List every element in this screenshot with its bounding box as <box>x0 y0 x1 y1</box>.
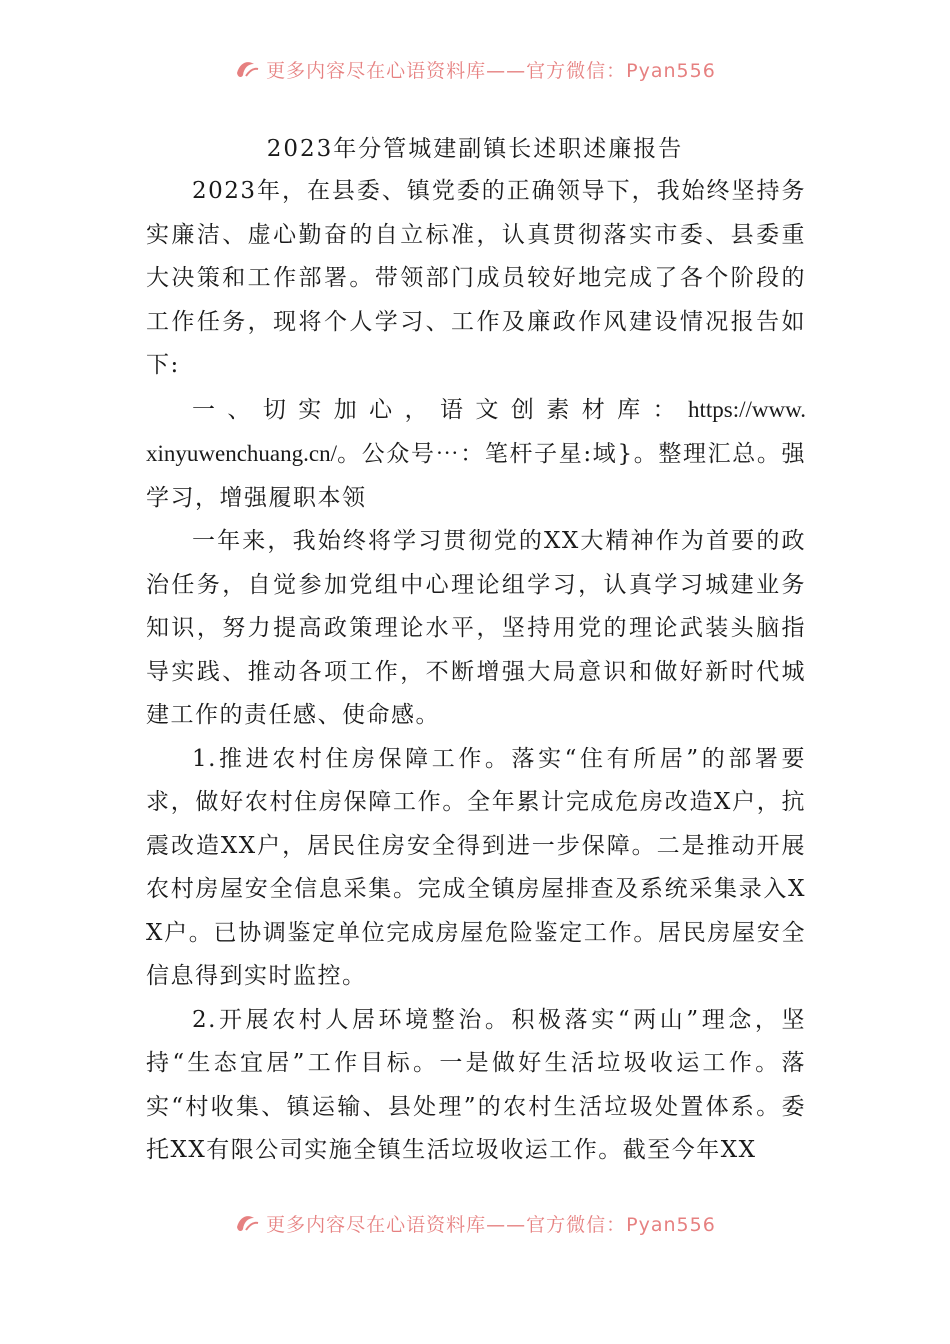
watermark-footer <box>0 1210 950 1239</box>
document-title: 2023年分管城建副镇长述职述廉报告 <box>266 136 684 162</box>
paragraph-section-heading <box>146 388 806 521</box>
pen-swirl-icon <box>234 1212 260 1239</box>
paragraph-study: 一年来，我始终将学习贯彻党的XX大精神作为首要的政治任务，自觉参加党组中心理论组学习，认真学习城建业务知识，努力提高政策理论水平，坚持用党的理论武装头脑指导实践、推动各项工作，不断增强大局意识和做好新时代城建工作的责任感、使命感。 <box>146 528 806 728</box>
paragraph-item-1: 1.推进农村住房保障工作。落实“住有所居”的部署要求，做好农村住房保障工作。全年累计完成危房改造X户，抗震改造XX户，居民住房安全得到进一步保障。二是推动开展农村房屋安全信息采集。完成全镇房屋排查及系统采集录入XX户。已协调鉴定单位完成房屋危险鉴定工作。居民房屋安全信息得到实时监控。 <box>146 745 806 989</box>
watermark-text: 更多内容尽在心语资料库——官方微信：Pyan556 <box>266 1214 716 1236</box>
watermark-header <box>0 56 950 85</box>
section-heading-url: https://www.xinyuwenchuang.cn/ <box>146 396 806 466</box>
section-heading-tail: 。公众号⋯：笔杆子星:域}。整理汇总。强学习，增强履职本领 <box>146 441 806 511</box>
paragraph-item-2: 2.开展农村人居环境整治。积极落实“两山”理念，坚持“生态宜居”工作目标。一是做好生活垃圾收运工作。落实“村收集、镇运输、县处理”的农村生活垃圾处置体系。委托XX有限公司实施全镇生活垃圾收运工作。截至今年XX <box>146 1006 806 1163</box>
paragraph-intro: 2023年，在县委、镇党委的正确领导下，我始终坚持务实廉洁、虚心勤奋的自立标准，认真贯彻落实市委、县委重大决策和工作部署。带领部门成员较好地完成了各个阶段的工作任务，现将个人学习、工作及廉政作风建设情况报告如下: <box>146 178 806 378</box>
watermark-text: 更多内容尽在心语资料库——官方微信：Pyan556 <box>266 60 716 82</box>
document-body <box>146 170 806 1173</box>
section-heading-text: 一、切实加心，语文创素材库： <box>192 396 688 423</box>
pen-swirl-icon <box>234 58 260 85</box>
